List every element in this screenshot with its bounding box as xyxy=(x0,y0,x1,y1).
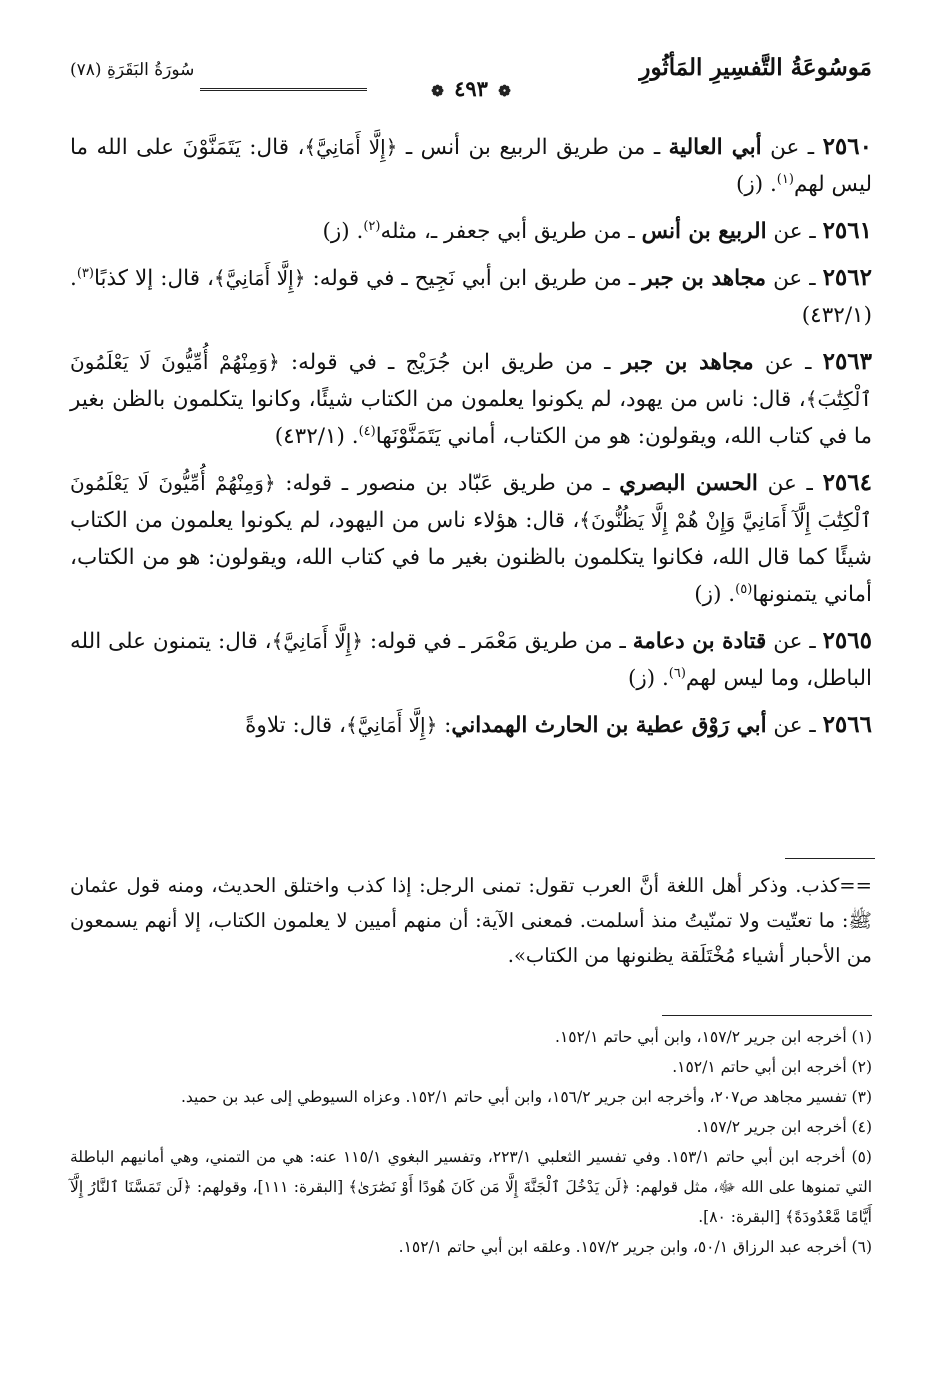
narrator-name: مجاهد بن جبر xyxy=(621,350,754,375)
quran-verse: ﴿وَمِنْهُمْ أُمِّيُّونَ لَا يَعْلَمُونَ ٱلْكِتَٰبَ﴾ xyxy=(70,350,872,411)
quran-verse: ﴿إِلَّا أَمَانِيَّ﴾ xyxy=(304,135,398,159)
entry-text: ـ من طريق مَعْمَر ـ في قوله: xyxy=(363,629,633,654)
footnotes xyxy=(70,1022,872,1262)
entry-text: ، قال: إلا كذبًا xyxy=(93,266,214,291)
entry-text: . (ز) xyxy=(627,666,669,691)
surah-name: سُورَةُ البَقَرَةِ (٧٨) xyxy=(70,60,195,80)
entry-text: ـ عن xyxy=(761,135,815,160)
entry-text: . (٤٣٢/١) xyxy=(274,424,359,449)
footnote-ref: (٦) xyxy=(668,665,686,681)
quran-verse: ﴿إِلَّا أَمَانِيَّ﴾ xyxy=(271,629,364,653)
ornament-icon: ❁ xyxy=(498,82,511,100)
header-rule-left xyxy=(200,88,367,91)
narrator-name: الربيع بن أنس xyxy=(641,219,767,244)
footnote-ref: (٢) xyxy=(363,218,381,234)
quran-verse: ﴿إِلَّا أَمَانِيَّ﴾ xyxy=(345,713,438,737)
footnote-5: (٥) أخرجه ابن أبي حاتم ١٥٣/١. وفي تفسير الثعلبي ٢٢٣/١، وتفسير البغوي ١١٥/١ عنه: هي من التمني، وهي أمانيهم الباطلة التي تمنوها على الله ﷻ، مثل قولهم: ﴿لَن يَدْخُلَ ٱلْجَنَّةَ إِلَّا مَن كَانَ هُودًا أَوْ نَصَٰرَىٰ﴾ [البقرة: ١١١]، وقولهم: ﴿لَن تَمَسَّنَا ٱلنَّارُ إِلَّآ أَيَّامًا مَّعْدُودَةً﴾ [البقرة: ٨٠]. xyxy=(70,1148,872,1226)
entry-text: ـ من طريق عَبّاد بن منصور ـ قوله: xyxy=(275,471,620,496)
narrator-name: أبي رَوْق عطية بن الحارث الهمداني xyxy=(451,713,767,738)
hadith-entry xyxy=(70,622,872,697)
narrator-name: أبي العالية xyxy=(668,135,762,160)
entry-number: ٢٥٦٤ xyxy=(822,469,872,496)
entry-text: ـ عن xyxy=(766,266,816,291)
entry-text: ـ من طريق ابن جُرَيْج ـ في قوله: xyxy=(279,350,622,375)
running-header xyxy=(70,50,872,101)
narrator-name: مجاهد بن جبر xyxy=(642,266,767,291)
narrator-name: قتادة بن دعامة xyxy=(632,629,767,654)
footnote-ref: (٥) xyxy=(735,581,753,597)
hadith-entry xyxy=(70,212,872,250)
entry-number: ٢٥٦١ xyxy=(822,217,872,244)
footnote-continuation: ==كذب. وذكر أهل اللغة أنَّ العرب تقول: تمنى الرجل: إذا كذب واختلق الحديث، ومنه قول عثمان ﷺ: ما تعتّيت ولا تمنّيتُ منذ أسلمت. فمعنى الآية: أن منهم أميين لا يعلمون الكتاب، إلا أنهم يسمعون من الأحبار أشياء مُخْتَلَقة يظنونها من الكتاب». xyxy=(70,874,872,967)
footnote-ref: (٤) xyxy=(358,423,376,439)
entry-text: ـ عن xyxy=(766,629,816,654)
ornament-icon: ❁ xyxy=(431,82,444,100)
entry-number: ٢٥٦٢ xyxy=(822,264,872,291)
entry-number: ٢٥٦٦ xyxy=(822,711,872,738)
entry-text: . (ز) xyxy=(322,219,364,244)
entry-text: ـ عن xyxy=(757,471,813,496)
footnote-1: (١) أخرجه ابن جرير ١٥٧/٢، وابن أبي حاتم ١٥٢/١. xyxy=(555,1028,872,1046)
continuation-separator xyxy=(785,858,875,859)
entry-text: ـ من طريق ابن أبي نَجِيح ـ في قوله: xyxy=(305,266,643,291)
book-title: مَوسُوعَةُ التَّفسِيرِ المَأثُورِ xyxy=(639,54,872,81)
entry-text: ـ عن xyxy=(766,219,816,244)
entry-number: ٢٥٦٥ xyxy=(822,627,872,654)
page-number: ٤٩٣ xyxy=(454,76,488,101)
entry-number: ٢٥٦٠ xyxy=(822,133,872,160)
entry-number: ٢٥٦٣ xyxy=(822,348,873,375)
entry-text: . (ز) xyxy=(735,172,777,197)
main-text xyxy=(70,128,872,753)
entry-text: ـ عن xyxy=(766,713,816,738)
entry-text: ـ من طريق الربيع بن أنس ـ xyxy=(397,135,669,160)
entry-text: ـ من طريق أبي جعفر ـ، مثله xyxy=(380,219,642,244)
hadith-entry xyxy=(70,343,872,455)
hadith-entry xyxy=(70,259,872,334)
footnote-2: (٢) أخرجه ابن أبي حاتم ١٥٢/١. xyxy=(672,1058,872,1076)
entry-text: ، قال: يَتَمَنَّوْنَ على الله ما ليس لهم xyxy=(70,135,872,197)
entry-text: . (٤٣٢/١) xyxy=(70,266,872,328)
quran-verse: ﴿إِلَّا أَمَانِيَّ﴾ xyxy=(213,266,306,290)
entry-text: ، قال: هؤلاء ناس من اليهود، لم يكونوا يعلمون من الكتاب شيئًا كما قال الله، فكانوا يتكلمون بالظنون بغير ما في كتاب الله، ويقولون: هو من الكتاب، أماني يتمنونها xyxy=(70,508,872,607)
footnote-ref: (٣) xyxy=(76,265,94,281)
footnote-6: (٦) أخرجه عبد الرزاق ٥٠/١، وابن جرير ١٥٧/٢. وعلقه ابن أبي حاتم ١٥٢/١. xyxy=(398,1238,872,1256)
entry-text: ـ عن xyxy=(753,350,812,375)
hadith-entry xyxy=(70,128,872,203)
entry-text: . (ز) xyxy=(694,582,736,607)
hadith-entry xyxy=(70,464,872,613)
entry-text: ، قال: تلاوةً xyxy=(245,713,346,738)
entry-text: ، قال: يتمنون على الله الباطل، وما ليس لهم xyxy=(70,629,872,691)
footnotes-separator xyxy=(662,1015,872,1016)
footnote-3: (٣) تفسير مجاهد ص٢٠٧، وأخرجه ابن جرير ١٥٦/٢، وابن أبي حاتم ١٥٢/١. وعزاه السيوطي إلى عبد بن حميد. xyxy=(180,1088,872,1106)
hadith-entry xyxy=(70,706,872,744)
entry-text: : xyxy=(437,713,452,738)
footnote-4: (٤) أخرجه ابن جرير ١٥٧/٢. xyxy=(696,1118,872,1136)
entry-text: ، قال: ناس من يهود، لم يكونوا يعلمون من الكتاب شيئًا، وكانوا يتكلمون بالظن بغير ما في كتاب الله، ويقولون: هو من الكتاب، أماني يَتَمَنَّوْنَها xyxy=(70,387,872,449)
narrator-name: الحسن البصري xyxy=(619,471,758,496)
quran-verse: ﴿وَمِنْهُمْ أُمِّيُّونَ لَا يَعْلَمُونَ ٱلْكِتَٰبَ إِلَّآ أَمَانِيَّ وَإِنْ هُمْ إِلَّا يَظُنُّونَ﴾ xyxy=(70,471,872,532)
footnote-ref: (١) xyxy=(776,171,794,187)
